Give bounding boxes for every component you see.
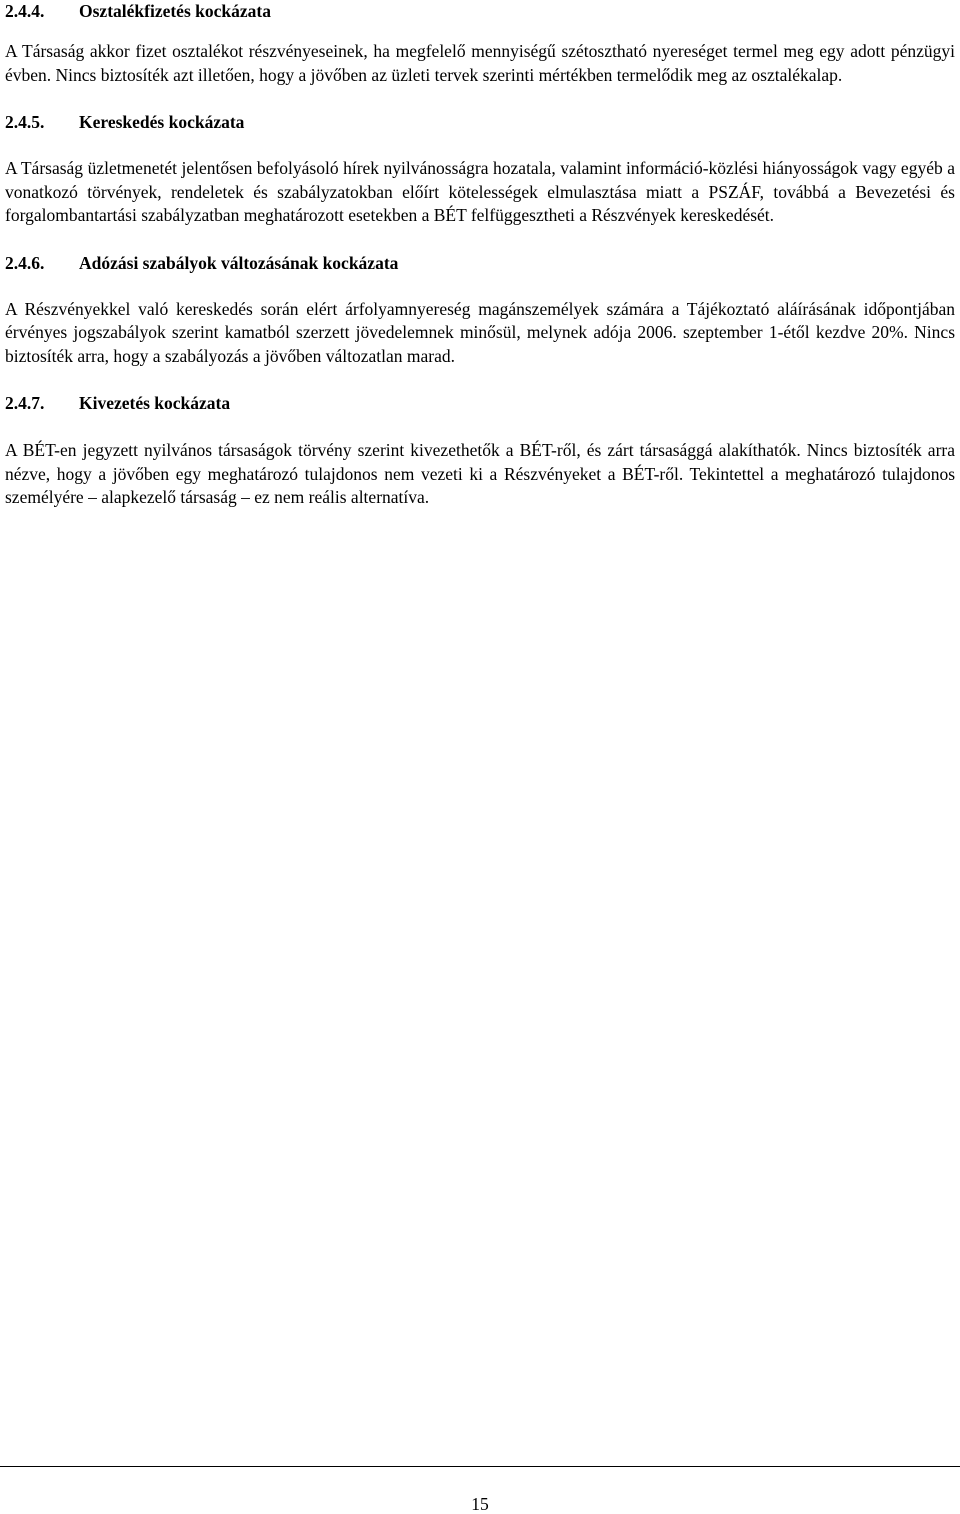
section-heading-osztalekfizetes — [5, 0, 955, 22]
document-body — [5, 0, 955, 510]
section-heading-adozasi-szabalyok — [5, 252, 955, 274]
section-title: Adózási szabályok változásának kockázata — [79, 252, 399, 273]
section-title: Kereskedés kockázata — [79, 112, 245, 132]
section-heading-kivezetes — [5, 392, 955, 414]
section-title: Osztalékfizetés kockázata — [79, 1, 271, 21]
section-paragraph-kivezetes: A BÉT-en jegyzett nyilvános társaságok törvény szerint kivezethetők a BÉT-ről, és zárt társasággá alakíthatók. Nincs biztosíték arra nézve, hogy a jövőben egy meghatározó tulajdonos nem vezeti ki a Részvényeket a BÉT-ről. Tekintettel a meghatározó tulajdonos személyére – alapkezelő társaság – ez nem reális alternatíva. — [5, 440, 955, 507]
footer-divider — [0, 1466, 960, 1467]
section-number: 2.4.7. — [5, 393, 45, 413]
page-number: 15 — [471, 1494, 489, 1514]
section-paragraph-osztalekfizetes: A Társaság akkor fizet osztalékot részvényeseinek, ha megfelelő mennyiségű szétosztható nyereséget termel meg egy adott pénzügyi évben. Nincs biztosíték azt illetően, hogy a jövőben az üzleti tervek szerinti mértékben termelődik meg az osztalékalap. — [5, 41, 955, 85]
section-heading-kereskedes — [5, 111, 955, 133]
section-number: 2.4.5. — [5, 112, 45, 132]
section-paragraph-kereskedes: A Társaság üzletmenetét jelentősen befolyásoló hírek nyilvánosságra hozatala, valamint információ-közlési hiányosságok vagy egyéb a vonatkozó törvények, rendeletek és szabályzatokban előírt kötelességek elmulasztása miatt a PSZÁF, továbbá a Bevezetési és forgalombantartási szabályzatban meghatározott esetekben a BÉT felfüggesztheti a Részvények kereskedését. — [5, 158, 955, 225]
section-paragraph-adozasi-szabalyok: A Részvényekkel való kereskedés során elért árfolyamnyereség magánszemélyek számára a Tájékoztató aláírásának időpontjában érvényes jogszabályok szerint kamatból szerzett jövedelemnek minősül, melynek adója 2006. szeptember 1-étől kezdve 20%. Nincs biztosíték arra, hogy a szabályozás a jövőben változatlan marad. — [5, 298, 955, 366]
section-title: Kivezetés kockázata — [79, 393, 231, 413]
section-number: 2.4.4. — [5, 1, 45, 21]
section-number: 2.4.6. — [5, 252, 45, 273]
